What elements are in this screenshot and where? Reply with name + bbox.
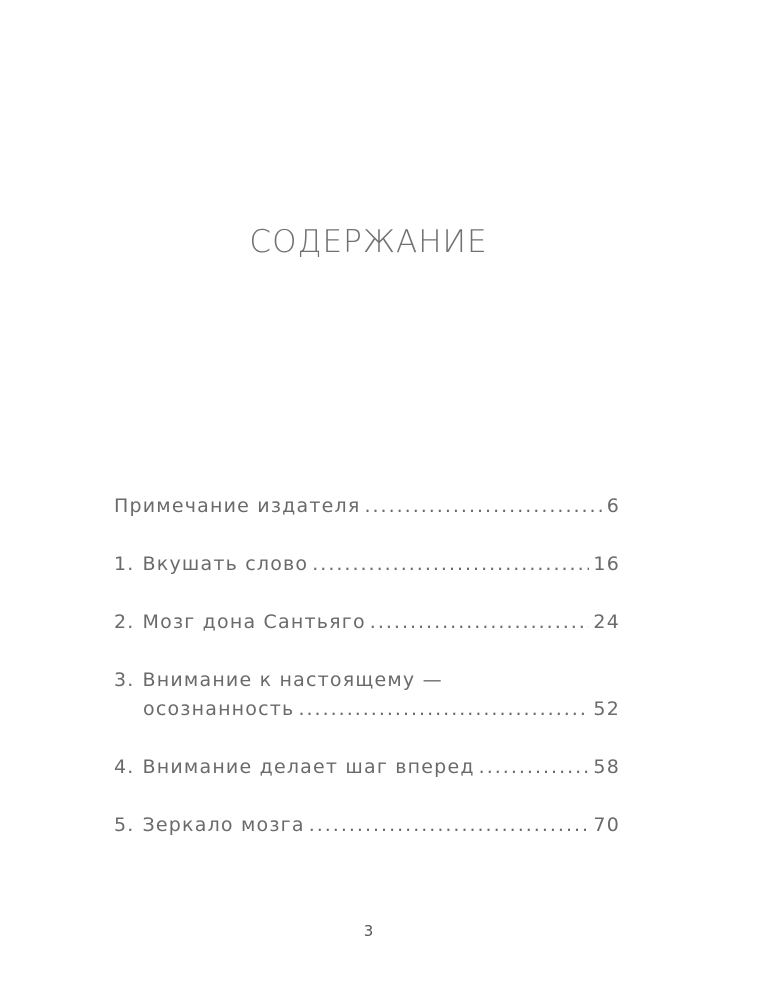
- dot-leader: [364, 492, 602, 521]
- toc-entry-page: 16: [593, 553, 620, 575]
- toc-entry-title-line-1: Внимание к настоящему —: [142, 669, 443, 691]
- dot-leader: [298, 695, 589, 724]
- toc-entry-title: Вкушать слово: [142, 553, 309, 575]
- toc-entry-chapter-5: [114, 811, 620, 840]
- page-number: 3: [363, 922, 374, 940]
- toc-entry-number: 2.: [114, 611, 135, 633]
- toc-line: [114, 666, 620, 695]
- toc-line: [114, 492, 620, 521]
- toc-entry-title: Зеркало мозга: [142, 814, 305, 836]
- toc-entry-number: 1.: [114, 553, 135, 575]
- toc-entry-number: 5.: [114, 814, 135, 836]
- toc-entry-publisher-note: [114, 492, 620, 521]
- toc-entry-page: 58: [593, 756, 620, 778]
- toc-line: [114, 608, 620, 637]
- toc-entry-title: Мозг дона Сантьяго: [142, 611, 366, 633]
- toc-entry-chapter-2: [114, 608, 620, 637]
- toc-entry-page: 24: [593, 611, 620, 633]
- toc-entry-title-line-2: осознанность: [143, 698, 295, 720]
- toc-line: [114, 550, 620, 579]
- toc-entry-page: 6: [606, 495, 620, 517]
- toc-entry-page: 52: [593, 698, 620, 720]
- dot-leader: [479, 753, 590, 782]
- toc-entry-chapter-3: [114, 666, 620, 724]
- dot-leader: [309, 811, 590, 840]
- table-of-contents: [114, 492, 620, 869]
- toc-entry-number: 4.: [114, 756, 135, 778]
- toc-entry-title: Примечание издателя: [114, 495, 361, 517]
- toc-entry-page: 70: [593, 814, 620, 836]
- toc-line: [114, 811, 620, 840]
- toc-entry-chapter-1: [114, 550, 620, 579]
- toc-entry-title: Внимание делает шаг вперед: [142, 756, 475, 778]
- toc-line: [114, 695, 620, 724]
- toc-entry-chapter-4: [114, 753, 620, 782]
- dot-leader: [312, 550, 589, 579]
- dot-leader: [370, 608, 590, 637]
- page-title: СОДЕРЖАНИЕ: [249, 224, 488, 260]
- toc-entry-number: 3.: [114, 669, 135, 691]
- toc-line: [114, 753, 620, 782]
